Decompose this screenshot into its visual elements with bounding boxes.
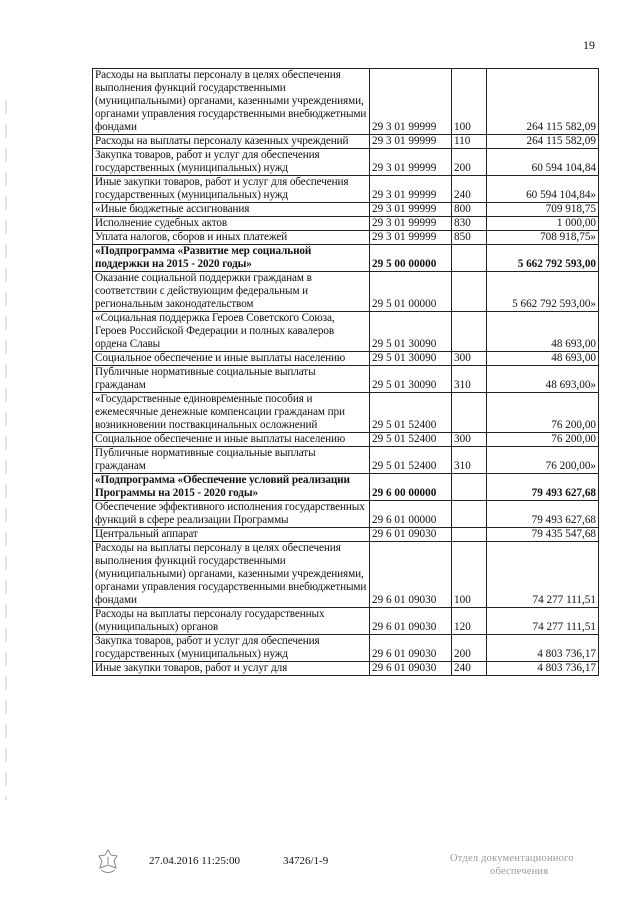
row-name-cell: Публичные нормативные социальные выплаты гражданам [93, 447, 370, 474]
row-amount-cell: 708 918,75» [487, 231, 599, 245]
row-type-cell: 310 [452, 447, 487, 474]
row-amount-cell: 48 693,00 [487, 312, 599, 352]
row-name-cell: «Социальная поддержка Героев Советского Союза, Героев Российской Федерации и полных кавалеров ордена Славы [93, 312, 370, 352]
row-amount-cell: 60 594 104,84 [487, 149, 599, 176]
row-amount-cell: 79 435 547,68 [487, 528, 599, 542]
row-name-cell: Социальное обеспечение и иные выплаты населению [93, 433, 370, 447]
table-row [93, 433, 599, 447]
table-row [93, 69, 599, 135]
budget-table-body [93, 69, 599, 676]
row-type-cell: 830 [452, 217, 487, 231]
row-type-cell [452, 528, 487, 542]
table-row [93, 217, 599, 231]
row-amount-cell: 79 493 627,68 [487, 474, 599, 501]
row-code-cell: 29 5 01 30090 [370, 312, 452, 352]
row-code-cell: 29 6 01 00000 [370, 501, 452, 528]
row-amount-cell: 5 662 792 593,00» [487, 272, 599, 312]
row-name-cell: Расходы на выплаты персоналу в целях обеспечения выполнения функций государственными (муниципальными) органами, казенными учреждениями, органами управления государственными внебюджетными фондами [93, 542, 370, 608]
table-row [93, 135, 599, 149]
row-name-cell: Расходы на выплаты персоналу в целях обеспечения выполнения функций государственными (муниципальными) органами, казенными учреждениями, органами управления государственными внебюджетными фондами [93, 69, 370, 135]
row-name-cell: Социальное обеспечение и иные выплаты населению [93, 352, 370, 366]
department-stamp [450, 852, 610, 878]
row-code-cell: 29 6 01 09030 [370, 662, 452, 676]
table-row [93, 528, 599, 542]
table-row [93, 245, 599, 272]
table-row [93, 352, 599, 366]
table-row [93, 501, 599, 528]
table-row [93, 635, 599, 662]
row-type-cell: 300 [452, 433, 487, 447]
row-type-cell: 310 [452, 366, 487, 393]
row-name-cell: «Иные бюджетные ассигнования [93, 203, 370, 217]
row-amount-cell: 4 803 736,17 [487, 635, 599, 662]
budget-table [92, 68, 599, 676]
row-amount-cell: 48 693,00» [487, 366, 599, 393]
row-type-cell [452, 501, 487, 528]
footer-doc-number: 34726/1-9 [283, 855, 329, 867]
row-name-cell: Оказание социальной поддержки гражданам в соответствии с действующим федеральным и региональным законодательством [93, 272, 370, 312]
page-number: 19 [583, 38, 595, 52]
table-row [93, 447, 599, 474]
row-name-cell: «Государственные единовременные пособия и ежемесячные денежные компенсации гражданам при возникновении поствакцинальных осложнений [93, 393, 370, 433]
table-row [93, 231, 599, 245]
row-amount-cell: 74 277 111,51 [487, 542, 599, 608]
row-name-cell: Иные закупки товаров, работ и услуг для обеспечения государственных (муниципальных) нужд [93, 176, 370, 203]
margin-scan-mark [3, 100, 9, 800]
row-type-cell [452, 312, 487, 352]
row-type-cell [452, 393, 487, 433]
row-amount-cell: 74 277 111,51 [487, 608, 599, 635]
row-amount-cell: 79 493 627,68 [487, 501, 599, 528]
table-row [93, 393, 599, 433]
table-row [93, 542, 599, 608]
row-code-cell: 29 5 01 52400 [370, 393, 452, 433]
row-code-cell: 29 6 01 09030 [370, 635, 452, 662]
row-code-cell: 29 3 01 99999 [370, 231, 452, 245]
row-amount-cell: 5 662 792 593,00 [487, 245, 599, 272]
row-name-cell: Уплата налогов, сборов и иных платежей [93, 231, 370, 245]
table-row [93, 312, 599, 352]
row-type-cell: 120 [452, 608, 487, 635]
row-amount-cell: 4 803 736,17 [487, 662, 599, 676]
table-row [93, 203, 599, 217]
footer-timestamp: 27.04.2016 11:25:00 [149, 855, 240, 867]
row-type-cell: 240 [452, 176, 487, 203]
row-code-cell: 29 6 01 09030 [370, 528, 452, 542]
row-code-cell: 29 3 01 99999 [370, 203, 452, 217]
row-amount-cell: 76 200,00» [487, 447, 599, 474]
row-code-cell: 29 3 01 99999 [370, 135, 452, 149]
row-type-cell: 110 [452, 135, 487, 149]
table-row [93, 474, 599, 501]
row-code-cell: 29 5 01 30090 [370, 366, 452, 393]
table-row [93, 176, 599, 203]
row-code-cell: 29 3 01 99999 [370, 149, 452, 176]
row-name-cell: Центральный аппарат [93, 528, 370, 542]
table-row [93, 149, 599, 176]
row-type-cell: 240 [452, 662, 487, 676]
row-code-cell: 29 5 00 00000 [370, 245, 452, 272]
row-name-cell: Исполнение судебных актов [93, 217, 370, 231]
row-code-cell: 29 6 01 09030 [370, 608, 452, 635]
row-type-cell: 850 [452, 231, 487, 245]
table-row [93, 366, 599, 393]
table-row [93, 662, 599, 676]
row-type-cell: 100 [452, 542, 487, 608]
row-type-cell: 200 [452, 635, 487, 662]
row-name-cell: Закупка товаров, работ и услуг для обеспечения государственных (муниципальных) нужд [93, 149, 370, 176]
stamp-line-2: обеспечения [490, 866, 549, 877]
row-type-cell: 100 [452, 69, 487, 135]
row-code-cell: 29 3 01 99999 [370, 217, 452, 231]
row-amount-cell: 1 000,00 [487, 217, 599, 231]
row-code-cell: 29 6 01 09030 [370, 542, 452, 608]
row-type-cell: 800 [452, 203, 487, 217]
row-code-cell: 29 5 01 30090 [370, 352, 452, 366]
stamp-line-1: Отдел документационного [450, 853, 574, 864]
row-amount-cell: 48 693,00 [487, 352, 599, 366]
table-row [93, 608, 599, 635]
row-code-cell: 29 5 01 00000 [370, 272, 452, 312]
row-code-cell: 29 5 01 52400 [370, 433, 452, 447]
row-amount-cell: 264 115 582,09 [487, 135, 599, 149]
table-row [93, 272, 599, 312]
row-name-cell: Расходы на выплаты персоналу государственных (муниципальных) органов [93, 608, 370, 635]
row-name-cell: «Подпрограмма «Обеспечение условий реализации Программы на 2015 - 2020 годы» [93, 474, 370, 501]
row-type-cell [452, 245, 487, 272]
row-name-cell: «Подпрограмма «Развитие мер социальной поддержки на 2015 - 2020 годы» [93, 245, 370, 272]
row-amount-cell: 60 594 104,84» [487, 176, 599, 203]
row-name-cell: Расходы на выплаты персоналу казенных учреждений [93, 135, 370, 149]
row-amount-cell: 264 115 582,09 [487, 69, 599, 135]
row-name-cell: Закупка товаров, работ и услуг для обеспечения государственных (муниципальных) нужд [93, 635, 370, 662]
row-amount-cell: 709 918,75 [487, 203, 599, 217]
row-name-cell: Публичные нормативные социальные выплаты гражданам [93, 366, 370, 393]
row-name-cell: Обеспечение эффективного исполнения государственных функций в сфере реализации Программы [93, 501, 370, 528]
row-type-cell [452, 272, 487, 312]
row-code-cell: 29 5 01 52400 [370, 447, 452, 474]
row-amount-cell: 76 200,00 [487, 393, 599, 433]
row-code-cell: 29 6 00 00000 [370, 474, 452, 501]
emblem-icon [95, 848, 121, 878]
row-type-cell: 200 [452, 149, 487, 176]
row-type-cell [452, 474, 487, 501]
row-type-cell: 300 [452, 352, 487, 366]
row-name-cell: Иные закупки товаров, работ и услуг для [93, 662, 370, 676]
row-code-cell: 29 3 01 99999 [370, 69, 452, 135]
row-code-cell: 29 3 01 99999 [370, 176, 452, 203]
row-amount-cell: 76 200,00 [487, 433, 599, 447]
